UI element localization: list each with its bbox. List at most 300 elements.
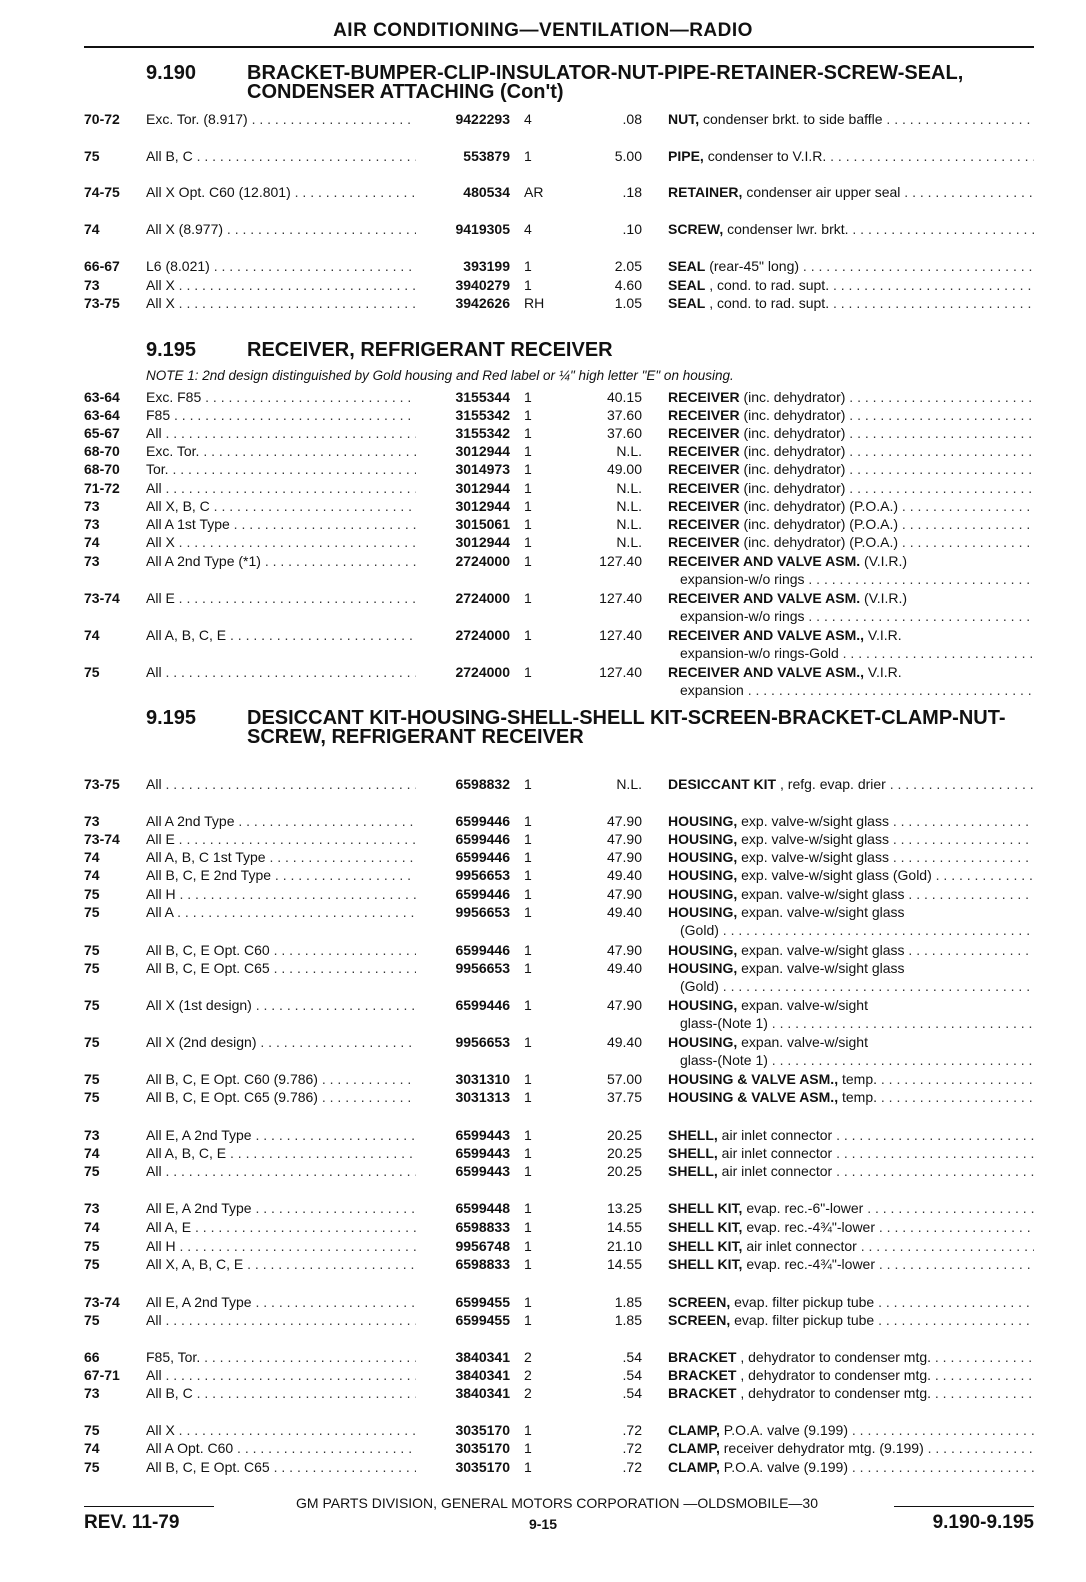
model-year: 74 [84,849,100,865]
dot-leader [226,627,416,643]
part-number: 3035170 [455,1459,510,1475]
application [146,1311,416,1330]
part-number: 3155344 [455,389,510,405]
part-detail: evap. rec.-4¾"-lower [746,1219,875,1235]
part-description [668,183,1034,202]
page-title: AIR CONDITIONING—VENTILATION—RADIO [333,20,753,41]
part-detail: expan. valve-w/sight [741,1034,868,1050]
part-name: RECEIVER AND VALVE ASM. [668,590,861,606]
quantity: 1 [524,590,532,606]
part-name: RECEIVER AND VALVE ASM., [668,627,865,643]
model-year: 75 [84,1256,100,1272]
dot-leader [931,1385,1034,1401]
application [146,1237,416,1256]
model-year: 63-64 [84,389,120,405]
table-row [84,533,1034,552]
table-row [84,1144,1034,1163]
quantity: 1 [524,960,532,976]
part-description [668,866,1034,885]
dot-leader [175,831,416,847]
section-title: RECEIVER, REFRIGERANT RECEIVER [247,339,613,361]
part-number: 6598833 [455,1219,510,1235]
price: 47.90 [606,813,642,829]
application-text: All B, C, E Opt. C60 (9.786) [146,1071,318,1087]
part-name: CLAMP, [668,1440,720,1456]
part-description [668,442,1034,461]
part-detail: evap. filter pickup tube [734,1294,875,1310]
price: 47.90 [606,849,642,865]
quantity: 1 [524,277,532,293]
model-year: 73 [84,1127,100,1143]
quantity: 1 [524,480,532,496]
part-number: 9956653 [455,1034,510,1050]
table-row [84,1070,1034,1089]
application [146,276,416,295]
part-number: 6598833 [455,1256,510,1272]
part-detail: exp. valve-w/sight glass [741,813,889,829]
application [146,294,416,313]
part-name: RECEIVER [668,425,740,441]
part-description [668,1384,1034,1403]
part-detail: , dehydrator to condenser mtg. [740,1385,932,1401]
part-description [668,257,1034,276]
part-name: HOUSING, [668,886,738,902]
part-name: SHELL KIT, [668,1238,743,1254]
application [146,1218,416,1237]
quantity: 1 [524,534,532,550]
part-number: 3012944 [455,443,510,459]
application-text: All B, C, E Opt. C60 [146,942,270,958]
part-detail: P.O.A. valve (9.199) [723,1459,848,1475]
dot-leader [874,1294,1034,1310]
application [146,1162,416,1181]
model-year: 74 [84,221,100,237]
model-year: 74 [84,867,100,883]
quantity: 1 [524,942,532,958]
continuation-text: (Gold) [680,978,719,994]
dot-leader [900,184,1034,200]
part-detail: condenser brkt. to side baffle [703,111,883,127]
price: N.L. [616,776,642,792]
table-row [84,903,1034,922]
application-text: All A, B, C, E [146,1145,227,1161]
application-text: All X (1st design) [146,997,252,1013]
application-text: All H [146,1238,176,1254]
part-name: RETAINER, [668,184,743,200]
part-number: 6599446 [455,942,510,958]
model-year: 66 [84,1349,100,1365]
application [146,959,416,978]
part-name: HOUSING, [668,960,738,976]
application-text: All H [146,886,176,902]
part-name: SEAL [668,295,706,311]
footer-rule [84,1506,214,1507]
part-description [668,1144,1034,1163]
dot-leader [248,111,416,127]
quantity: 1 [524,389,532,405]
part-description [668,294,1034,313]
model-year: 75 [84,904,100,920]
application-text: All E [146,590,175,606]
quantity: 1 [524,516,532,532]
dot-leader [270,1459,416,1475]
application-text: All A, E [146,1219,192,1235]
price: 14.55 [606,1219,642,1235]
table-row [84,663,1034,682]
model-year: 75 [84,960,100,976]
quantity: 1 [524,627,532,643]
quantity: 2 [524,1367,532,1383]
part-name: HOUSING, [668,813,738,829]
model-year: 73-74 [84,1294,120,1310]
part-name: SHELL KIT, [668,1219,743,1235]
part-detail: (rear-45" long) [709,258,800,274]
part-description [668,1348,1034,1367]
part-number: 6599443 [455,1145,510,1161]
application [146,1293,416,1312]
application [146,663,416,682]
quantity: 1 [524,813,532,829]
part-number: 3031310 [455,1071,510,1087]
part-name: RECEIVER [668,461,740,477]
part-detail: (V.I.R.) [864,553,908,569]
part-name: HOUSING, [668,867,738,883]
part-detail: (V.I.R.) [864,590,908,606]
part-description [668,1126,1034,1145]
part-number: 9956653 [455,904,510,920]
application-text: L6 (8.021) [146,258,210,274]
part-detail: , cond. to rad. supt. [709,295,830,311]
application [146,1070,416,1089]
quantity: 1 [524,498,532,514]
table-row [84,460,1034,479]
model-year: 74 [84,1440,100,1456]
price: .54 [622,1349,642,1365]
continuation-text: expansion [680,682,744,698]
quantity: 1 [524,1422,532,1438]
part-detail: receiver dehydrator mtg. (9.199) [723,1440,924,1456]
application [146,866,416,885]
part-detail: exp. valve-w/sight glass (Gold) [741,867,932,883]
description-continuation [680,607,1034,626]
quantity: 1 [524,1034,532,1050]
table-row [84,589,1034,608]
model-year: 75 [84,1034,100,1050]
part-description [668,959,1034,978]
price: .18 [622,184,642,200]
part-number: 6599455 [455,1312,510,1328]
part-number: 3942626 [455,295,510,311]
dot-leader [173,904,416,920]
table-row [84,276,1034,295]
price: N.L. [616,498,642,514]
part-detail: V.I.R. [867,664,902,680]
table-row [84,257,1034,276]
part-name: SHELL KIT, [668,1200,743,1216]
application [146,830,416,849]
dot-leader [291,184,416,200]
part-number: 6599448 [455,1200,510,1216]
quantity: 1 [524,425,532,441]
dot-leader [829,277,1034,293]
part-name: HOUSING & VALVE ASM., [668,1089,839,1105]
continuation-text: expansion-w/o rings [680,571,805,587]
price: .08 [622,111,642,127]
dot-leader [889,849,1034,865]
price: 4.60 [614,277,642,293]
application [146,442,416,461]
dot-leader [191,1219,416,1235]
model-year: 71-72 [84,480,120,496]
model-year: 73-74 [84,590,120,606]
part-number: 3035170 [455,1440,510,1456]
quantity: 1 [524,1127,532,1143]
section-title: BRACKET-BUMPER-CLIP-INSULATOR-NUT-PIPE-RETAINER-SCREW-SEAL, CONDENSER ATTACHING (Con't) [247,62,964,103]
application [146,257,416,276]
application-text: Exc. Tor. (8.917) [146,111,248,127]
application-text: All E, A 2nd Type [146,1200,252,1216]
application-text: All B, C [146,148,193,164]
quantity: 1 [524,443,532,459]
dot-leader [829,295,1034,311]
part-description [668,1033,1034,1052]
table-row [84,1126,1034,1145]
table-row [84,626,1034,645]
section-number: 9.190 [146,62,197,84]
table-row [84,388,1034,407]
part-name: HOUSING & VALVE ASM., [668,1071,839,1087]
table-row [84,110,1034,129]
part-number: 6598832 [455,776,510,792]
part-name: RECEIVER AND VALVE ASM., [668,664,865,680]
application [146,1439,416,1458]
price: 47.90 [606,886,642,902]
application [146,1384,416,1403]
dot-leader [719,922,1034,938]
part-detail: expan. valve-w/sight [741,997,868,1013]
application [146,812,416,831]
dot-leader [877,1089,1034,1105]
price: 37.75 [606,1089,642,1105]
price: 2.05 [614,258,642,274]
part-number: 6599446 [455,997,510,1013]
quantity: AR [524,184,544,200]
model-year: 73-74 [84,831,120,847]
application [146,1458,416,1477]
application [146,775,416,794]
application-text: All X (2nd design) [146,1034,257,1050]
dot-leader [210,258,416,274]
application [146,1255,416,1274]
application-text: All B, C, E Opt. C65 [146,960,270,976]
part-name: HOUSING, [668,849,738,865]
price: 49.40 [606,867,642,883]
dot-leader [875,1256,1034,1272]
part-description [668,589,1034,608]
part-number: 9956653 [455,960,510,976]
section-title: DESICCANT KIT-HOUSING-SHELL-SHELL KIT-SCREEN-BRACKET-CLAMP-NUT-SCREW, REFRIGERANT RECEIVER [247,707,1006,748]
model-year: 75 [84,1422,100,1438]
part-description [668,1070,1034,1089]
part-description [668,775,1034,794]
description-continuation [680,977,1034,996]
table-row [84,1421,1034,1440]
application [146,626,416,645]
part-description [668,830,1034,849]
model-year: 73-75 [84,295,120,311]
application [146,406,416,425]
price: 49.40 [606,1034,642,1050]
price: 14.55 [606,1256,642,1272]
part-name: BRACKET [668,1367,737,1383]
price: .54 [622,1367,642,1383]
dot-leader [886,776,1034,792]
part-number: 2724000 [455,627,510,643]
price: 127.40 [599,553,642,569]
part-number: 6599446 [455,886,510,902]
table-row [84,1255,1034,1274]
part-detail: (inc. dehydrator) [743,425,846,441]
part-description [668,1311,1034,1330]
model-year: 75 [84,886,100,902]
application-text: All A 2nd Type [146,813,235,829]
application-text: All [146,480,162,496]
application-text: All [146,425,162,441]
table-row [84,552,1034,571]
model-year: 74 [84,1145,100,1161]
dot-leader [889,813,1034,829]
part-detail: air inlet connector [721,1145,833,1161]
application-text: All X, A, B, C, E [146,1256,244,1272]
dot-leader [170,407,416,423]
application-text: All E, A 2nd Type [146,1127,252,1143]
model-year: 73 [84,553,100,569]
application [146,479,416,498]
model-year: 73 [84,277,100,293]
part-number: 9422293 [455,111,510,127]
application-text: Exc. F85 [146,389,202,405]
price: .10 [622,221,642,237]
model-year: 63-64 [84,407,120,423]
price: 49.40 [606,904,642,920]
application [146,1348,416,1367]
dot-leader [193,1385,416,1401]
application [146,885,416,904]
price: 20.25 [606,1163,642,1179]
application [146,1366,416,1385]
dot-leader [874,1312,1034,1328]
table-row [84,1088,1034,1107]
part-number: 6599446 [455,831,510,847]
price: 20.25 [606,1127,642,1143]
dot-leader [266,849,416,865]
price: 49.40 [606,960,642,976]
table-row [84,1384,1034,1403]
part-description [668,147,1034,166]
quantity: 1 [524,776,532,792]
part-detail: evap. rec.-6"-lower [746,1200,864,1216]
application-text: All A 2nd Type (*1) [146,553,261,569]
dot-leader [719,978,1034,994]
part-name: SHELL, [668,1163,718,1179]
application [146,1126,416,1145]
application [146,589,416,608]
part-name: RECEIVER [668,534,740,550]
part-name: HOUSING, [668,904,738,920]
part-description [668,1088,1034,1107]
quantity: 1 [524,1163,532,1179]
model-year: 70-72 [84,111,120,127]
part-description [668,515,1034,534]
quantity: 1 [524,1071,532,1087]
dot-leader [848,1422,1034,1438]
dot-leader [799,258,1034,274]
table-row [84,1458,1034,1477]
part-detail: , dehydrator to condenser mtg. [740,1349,932,1365]
application [146,497,416,516]
price: N.L. [616,443,642,459]
model-year: 75 [84,148,100,164]
dot-leader [261,553,416,569]
part-name: DESICCANT KIT [668,776,777,792]
application [146,220,416,239]
part-detail: (inc. dehydrator) [743,443,846,459]
part-name: RECEIVER [668,480,740,496]
dot-leader [252,1200,416,1216]
part-description [668,941,1034,960]
application [146,1144,416,1163]
dot-leader [898,534,1034,550]
application-text: All A Opt. C60 [146,1440,234,1456]
part-description [668,276,1034,295]
model-year: 75 [84,1312,100,1328]
part-detail: exp. valve-w/sight glass [741,831,889,847]
part-description [668,812,1034,831]
title-rule [84,46,1034,48]
dot-leader [889,831,1034,847]
quantity: 1 [524,867,532,883]
dot-leader [924,1440,1034,1456]
dot-leader [849,221,1034,237]
part-detail: , cond. to rad. supt. [709,277,830,293]
model-year: 73 [84,498,100,514]
table-row [84,1199,1034,1218]
part-number: 3031313 [455,1089,510,1105]
part-number: 6599446 [455,813,510,829]
dot-leader [832,1127,1034,1143]
part-detail: temp. [841,1071,877,1087]
table-row [84,424,1034,443]
quantity: 1 [524,849,532,865]
part-name: SCREW, [668,221,724,237]
dot-leader [318,1071,416,1087]
part-detail: evap. rec.-4¾"-lower [746,1256,875,1272]
part-number: 3014973 [455,461,510,477]
model-year: 74 [84,1219,100,1235]
part-description [668,406,1034,425]
model-year: 74 [84,627,100,643]
quantity: 1 [524,664,532,680]
part-name: SCREEN, [668,1312,731,1328]
part-name: SCREEN, [668,1294,731,1310]
application [146,147,416,166]
part-description [668,479,1034,498]
application-text: All A, B, C 1st Type [146,849,266,865]
application [146,848,416,867]
application [146,460,416,479]
dot-leader [257,1034,416,1050]
part-detail: expan. valve-w/sight glass [741,886,905,902]
